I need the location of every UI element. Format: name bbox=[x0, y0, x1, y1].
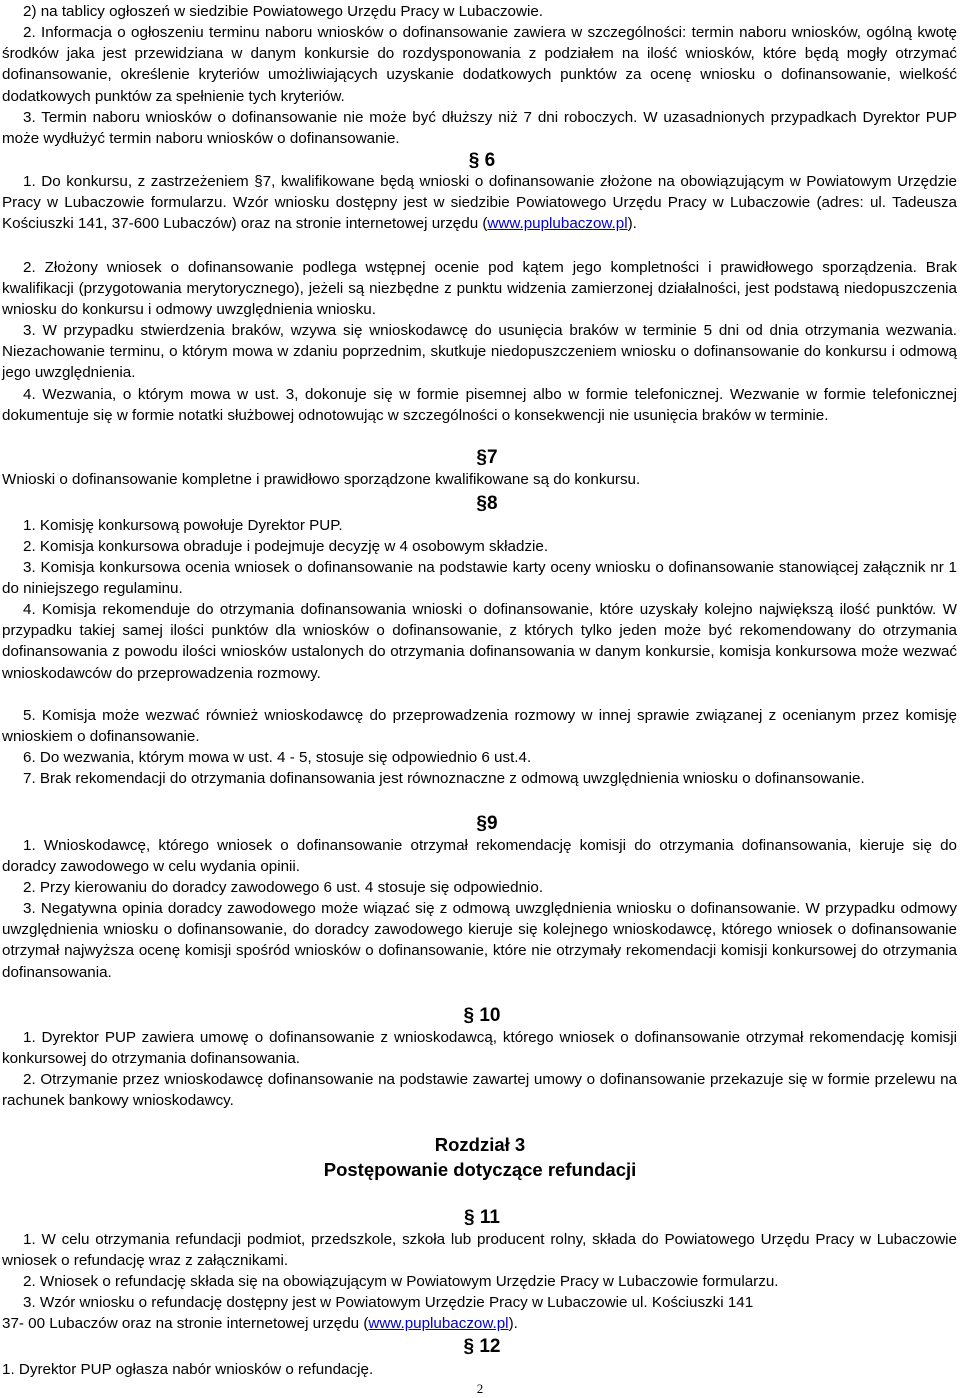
section-symbol: § bbox=[476, 447, 487, 468]
paragraph-s11-3 bbox=[2, 1292, 957, 1334]
page-number: 2 bbox=[476, 1381, 484, 1396]
paragraph-s9-3: 3. Negatywna opinia doradcy zawodowego może wiązać się z odmową uwzględnienia wniosku o dofinansowanie. W przypadku odmowy uwzględnienia wniosku o dofinansowanie, do doradcy zawodowego kieruje się kolejnego wnioskodawcę, którego wniosek o dofinansowanie otrzymał najwyższa ocenę komisji spośród wniosków o dofinansowanie, które nie otrzymały rekomendacji komisji konkursowej do otrzymania dofinansowania. bbox=[2, 900, 957, 981]
section-heading-11 bbox=[452, 1207, 512, 1229]
paragraph-s8-6: 6. Do wezwania, którym mowa w ust. 4 - 5, stosuje się odpowiednio 6 ust.4. bbox=[23, 749, 532, 766]
section-heading-6 bbox=[452, 150, 512, 172]
paragraph-text: ). bbox=[508, 1315, 518, 1333]
section-symbol: § bbox=[476, 493, 487, 514]
section-heading-9 bbox=[457, 813, 517, 835]
section-symbol: § bbox=[463, 1005, 475, 1026]
paragraph-s8-4: 4. Komisja rekomenduje do otrzymania dofinansowania wnioski o dofinansowanie, które uzyskały kolejno największą ilość punktów. W przypadku takiej samej ilości punktów dla wniosków o dofinansowanie, z których tylko jeden może być rekomendowany do otrzymania dofinansowania z powodu ilości wniosków ustalonych do otrzymania dofinansowania w danym konkursie, komisja konkursowa może wezwać wnioskodawców do przeprowadzenia rozmowy. bbox=[2, 601, 957, 682]
paragraph-s7: Wnioski o dofinansowanie kompletne i prawidłowo sporządzone kwalifikowane są do konkursu. bbox=[2, 471, 641, 488]
paragraph-s6-2: 2. Złożony wniosek o dofinansowanie podlega wstępnej ocenie pod kątem jego kompletności i prawidłowego sporządzenia. Brak kwalifikacji (przygotowania merytorycznego), jeżeli są niezbędne z punktu widzenia zamierzonej działalności, jest podstawą niedopuszczenia wniosku do konkursu i odmowy uwzględnienia wniosku. bbox=[2, 259, 957, 319]
chapter-title: Rozdział 3 bbox=[434, 1134, 526, 1155]
section-heading-10 bbox=[452, 1005, 512, 1027]
paragraph-s6-1 bbox=[2, 171, 957, 235]
section-number: 6 bbox=[484, 150, 496, 171]
paragraph-text: 37- 00 Lubaczów oraz na stronie internetowej urzędu ( bbox=[2, 1315, 369, 1333]
paragraph-s12-1: 1. Dyrektor PUP ogłasza nabór wniosków o refundację. bbox=[2, 1361, 374, 1378]
paragraph-list-item: 2) na tablicy ogłoszeń w siedzibie Powiatowego Urzędu Pracy w Lubaczowie. bbox=[23, 3, 544, 20]
section-symbol: § bbox=[476, 813, 487, 834]
section-number: 9 bbox=[487, 813, 498, 834]
paragraph-s6-4: 4. Wezwania, o którym mowa w ust. 3, dokonuje się w formie pisemnej albo w formie telefonicznej. Wezwanie w formie telefonicznej dokumentuje się w formie notatki służbowej odnotowując w szczególności o konsekwencji nie usunięcia braków w terminie. bbox=[2, 386, 957, 425]
section-heading-12 bbox=[452, 1336, 512, 1358]
section-number: 8 bbox=[487, 493, 498, 514]
website-link[interactable]: www.puplubaczow.pl bbox=[487, 215, 628, 233]
paragraph-s10-1: 1. Dyrektor PUP zawiera umowę o dofinansowanie z wnioskodawcą, którego wniosek o dofinansowanie otrzymał rekomendację komisji konkursowej do otrzymania dofinansowania. bbox=[2, 1029, 957, 1068]
paragraph-s9-2: 2. Przy kierowaniu do doradcy zawodowego 6 ust. 4 stosuje się odpowiednio. bbox=[23, 879, 544, 896]
section-number: 12 bbox=[479, 1336, 501, 1357]
section-symbol: § bbox=[463, 1336, 475, 1357]
section-number: 7 bbox=[487, 447, 498, 468]
paragraph-s10-2: 2. Otrzymanie przez wnioskodawcę dofinansowanie na podstawie zawartej umowy o dofinansowanie przekazuje się w formie przelewu na rachunek bankowy wnioskodawcy. bbox=[2, 1071, 957, 1110]
section-number: 11 bbox=[479, 1207, 500, 1228]
paragraph-s5-3: 3. Termin naboru wniosków o dofinansowanie nie może być dłuższy niż 7 dni roboczych. W uzasadnionych przypadkach Dyrektor PUP może wydłużyć termin naboru wniosków o dofinansowanie. bbox=[2, 109, 957, 148]
section-heading-8 bbox=[457, 493, 517, 515]
section-symbol: § bbox=[464, 1207, 475, 1228]
section-symbol: § bbox=[468, 150, 480, 171]
paragraph-s8-2: 2. Komisja konkursowa obraduje i podejmuje decyzję w 4 osobowym składzie. bbox=[23, 538, 549, 555]
section-number: 10 bbox=[479, 1005, 501, 1026]
website-link[interactable]: www.puplubaczow.pl bbox=[368, 1315, 509, 1333]
paragraph-text: ). bbox=[627, 215, 637, 233]
chapter-subtitle: Postępowanie dotyczące refundacji bbox=[323, 1159, 637, 1180]
paragraph-text: 1. Do konkursu, z zastrzeżeniem §7, kwalifikowane będą wnioski o dofinansowanie złożone na obowiązującym w Powiatowym Urzędzie Pracy w Lubaczowie formularzu. Wzór wniosku dostępny jest w siedzibie Powiatowego Urzędu Pracy w Lubaczowie (adres: ul. Tadeusza Kościuszki 141, 37-600 Lubaczów) oraz na stronie internetowej urzędu ( bbox=[2, 173, 957, 233]
paragraph-s8-5: 5. Komisja może wezwać również wnioskodawcę do przeprowadzenia rozmowy w innej sprawie związanej z ocenianym przez komisję wnioskiem o dofinansowanie. bbox=[2, 707, 957, 746]
paragraph-s11-2: 2. Wniosek o refundację składa się na obowiązującym w Powiatowym Urzędzie Pracy w Lubaczowie formularzu. bbox=[23, 1273, 779, 1290]
paragraph-s8-7: 7. Brak rekomendacji do otrzymania dofinansowania jest równoznaczne z odmową uwzględnienia wniosku o dofinansowanie. bbox=[23, 770, 865, 787]
paragraph-s11-1: 1. W celu otrzymania refundacji podmiot, przedszkole, szkoła lub producent rolny, składa do Powiatowego Urzędu Pracy w Lubaczowie wniosek o refundację wraz z załącznikami. bbox=[2, 1231, 957, 1270]
section-heading-7 bbox=[457, 447, 517, 469]
paragraph-s8-1: 1. Komisję konkursową powołuje Dyrektor PUP. bbox=[23, 517, 343, 534]
paragraph-s9-1: 1. Wnioskodawcę, którego wniosek o dofinansowanie otrzymał rekomendację komisji do otrzymania dofinansowania, kieruje się do doradcy zawodowego w celu wydania opinii. bbox=[2, 837, 957, 876]
paragraph-text: 3. Wzór wniosku o refundację dostępny jest w Powiatowym Urzędzie Pracy w Lubaczowie ul. Kościuszki 141 bbox=[23, 1294, 754, 1311]
paragraph-s6-3: 3. W przypadku stwierdzenia braków, wzywa się wnioskodawcę do usunięcia braków w terminie 5 dni od dnia otrzymania wezwania. Niezachowanie terminu, o którym mowa w zdaniu poprzednim, skutkuje niedopuszczeniem wniosku o dofinansowanie do konkursu i odmową jego uwzględnienia. bbox=[2, 322, 957, 382]
paragraph-s8-3: 3. Komisja konkursowa ocenia wniosek o dofinansowanie na podstawie karty oceny wniosku o dofinansowanie stanowiącej załącznik nr 1 do niniejszego regulaminu. bbox=[2, 559, 957, 598]
paragraph-s5-2: 2. Informacja o ogłoszeniu terminu naboru wniosków o dofinansowanie zawiera w szczególności: termin naboru wniosków, ogólną kwotę środków jaka jest przewidziana w danym konkursie do rozdysponowania z podziałem na ilość wniosków, które będą mogły otrzymać dofinansowanie, określenie kryteriów umożliwiających uzyskanie dodatkowych punktów za ocenę wniosku o dofinansowanie, wielkość dodatkowych punktów za spełnienie tych kryteriów. bbox=[2, 24, 957, 105]
